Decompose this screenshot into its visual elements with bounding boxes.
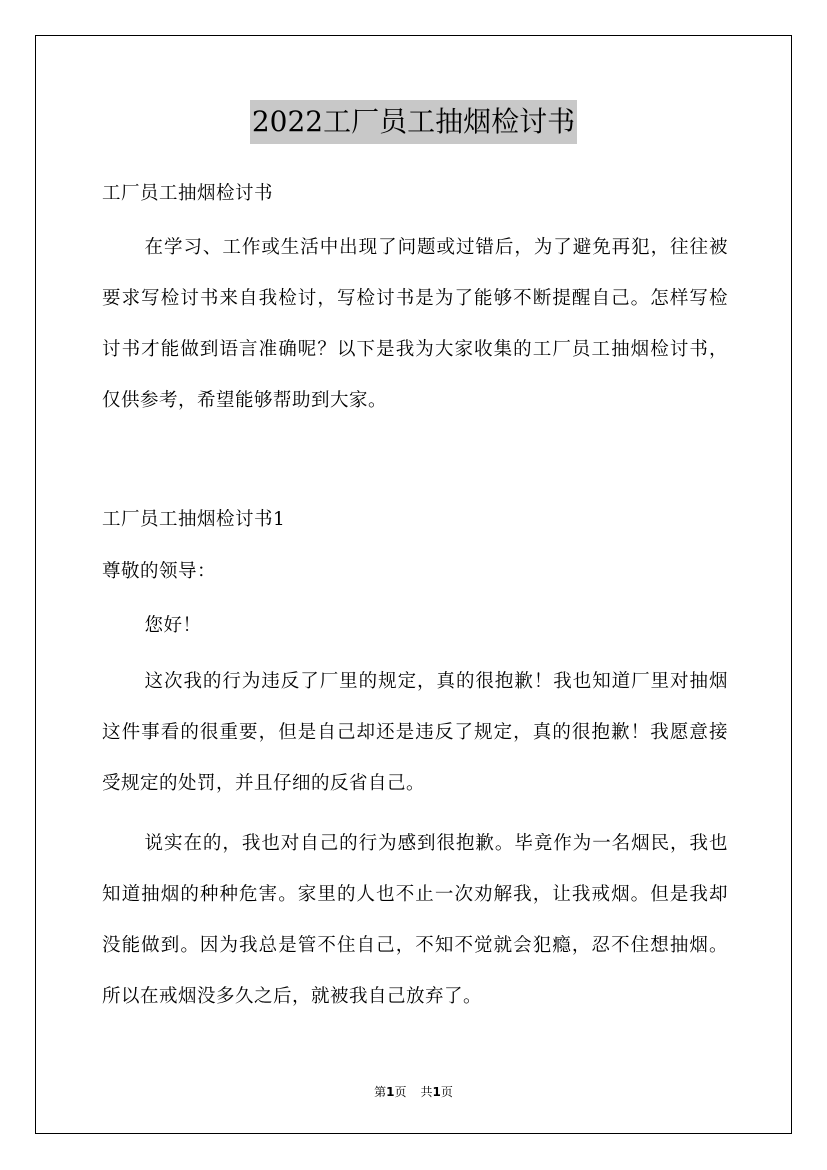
total-prefix: 共 xyxy=(420,1085,433,1099)
body-paragraph-2: 说实在的，我也对自己的行为感到很抱歉。毕竟作为一名烟民，我也知道抽烟的种种危害。家里的人也不止一次劝解我，让我戒烟。但是我却没能做到。因为我总是管不住自己，不知不觉就会犯瘾，忍不住想抽烟。所以在戒烟没多久之后，就被我自己放弃了。 xyxy=(102,833,728,1007)
page-number: 1 xyxy=(386,1085,395,1099)
document-subtitle: 工厂员工抽烟检讨书 xyxy=(102,183,274,204)
greeting: 您好！ xyxy=(144,615,202,636)
page-suffix: 页 xyxy=(394,1085,407,1099)
intro-paragraph: 在学习、工作或生活中出现了问题或过错后，为了避免再犯，往往被要求写检讨书来自我检讨，写检讨书是为了能够不断提醒自己。怎样写检讨书才能做到语言准确呢？以下是我为大家收集的工厂员工抽烟检讨书，仅供参考，希望能够帮助到大家。 xyxy=(102,237,728,411)
document-title: 2022工厂员工抽烟检讨书 xyxy=(250,100,577,144)
page-footer xyxy=(0,1083,827,1101)
total-pages: 1 xyxy=(432,1085,441,1099)
body-paragraph-1: 这次我的行为违反了厂里的规定，真的很抱歉！我也知道厂里对抽烟这件事看的很重要，但是自己却还是违反了规定，真的很抱歉！我愿意接受规定的处罚，并且仔细的反省自己。 xyxy=(102,671,728,794)
salutation: 尊敬的领导： xyxy=(102,561,217,582)
total-suffix: 页 xyxy=(440,1085,453,1099)
page-prefix: 第 xyxy=(374,1085,387,1099)
title-area xyxy=(0,100,827,144)
section-heading: 工厂员工抽烟检讨书1 xyxy=(102,509,286,530)
